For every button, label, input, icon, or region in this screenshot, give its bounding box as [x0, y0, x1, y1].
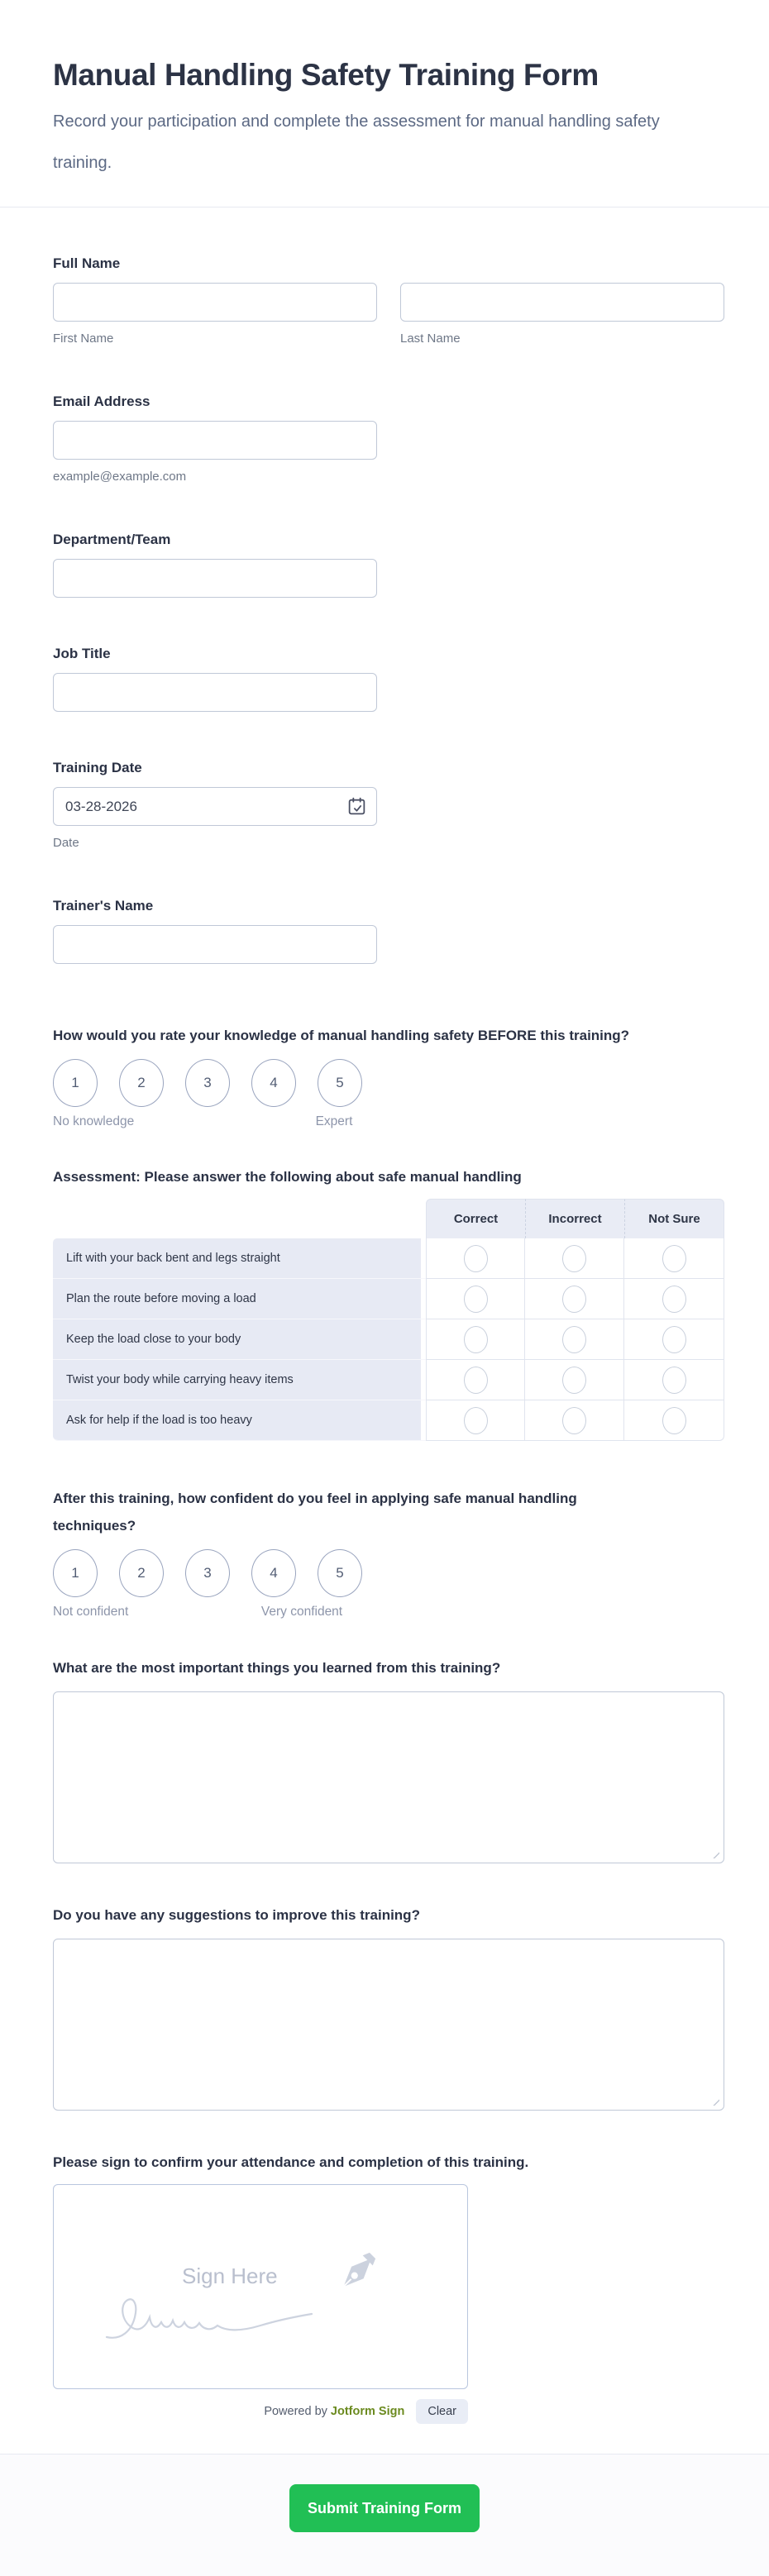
row-label-text: Twist your body while carrying heavy items [66, 1373, 294, 1386]
rating-option-3[interactable]: 3 [185, 1549, 230, 1597]
department-label: Department/Team [53, 532, 171, 547]
first-name-sublabel: First Name [53, 332, 114, 346]
rating-option-5[interactable]: 5 [318, 1549, 362, 1597]
resize-handle-icon[interactable] [710, 1849, 719, 1858]
field-job-title [53, 645, 724, 712]
rating-after-right-label: Very confident [260, 1605, 343, 1619]
assessment-heading: Assessment: Please answer the following about safe manual handling [53, 1169, 522, 1185]
rating-after-question [53, 1485, 724, 1620]
rating-option-2[interactable]: 2 [119, 1059, 164, 1107]
column-header-correct: Correct [426, 1199, 525, 1238]
rating-option-2[interactable]: 2 [119, 1549, 164, 1597]
radio-button[interactable] [464, 1326, 488, 1353]
radio-button[interactable] [662, 1326, 686, 1353]
full-name-label: Full Name [53, 255, 121, 271]
learned-label: What are the most important things you learned from this training? [53, 1660, 501, 1676]
calendar-check-icon[interactable] [346, 796, 367, 817]
table-cell [426, 1319, 525, 1360]
table-row-label [53, 1238, 426, 1279]
rating-before-question [53, 1022, 724, 1130]
table-cell [525, 1279, 624, 1319]
radio-button[interactable] [562, 1286, 586, 1313]
last-name-sublabel: Last Name [400, 332, 461, 346]
table-corner-spacer [53, 1199, 426, 1238]
job-title-label: Job Title [53, 646, 111, 661]
table-row-label [53, 1319, 426, 1360]
table-cell [426, 1238, 525, 1279]
table-row-label [53, 1279, 426, 1319]
table-cell [525, 1360, 624, 1400]
rating-option-5[interactable]: 5 [318, 1059, 362, 1107]
rating-before-scale [53, 1059, 724, 1107]
table-cell [426, 1279, 525, 1319]
table-cell [624, 1400, 724, 1441]
signature-section [53, 2149, 724, 2424]
rating-before-right-label: Expert [315, 1114, 353, 1128]
table-cell [525, 1238, 624, 1279]
department-input[interactable] [53, 559, 377, 598]
table-cell [426, 1360, 525, 1400]
jotform-sign-brand: Jotform Sign [330, 2405, 405, 2418]
radio-button[interactable] [464, 1245, 488, 1272]
rating-option-1[interactable]: 1 [53, 1549, 98, 1597]
radio-button[interactable] [562, 1245, 586, 1272]
submit-button[interactable]: Submit Training Form [289, 2484, 480, 2532]
radio-button[interactable] [464, 1407, 488, 1434]
assessment-section [53, 1163, 724, 1441]
submit-section [0, 2454, 769, 2576]
page-title: Manual Handling Safety Training Form [53, 58, 599, 92]
column-header-not-sure: Not Sure [624, 1199, 724, 1238]
job-title-input[interactable] [53, 673, 377, 712]
rating-option-4[interactable]: 4 [251, 1549, 296, 1597]
sign-here-placeholder: Sign Here [182, 2264, 278, 2288]
signature-label: Please sign to confirm your attendance and completion of this training. [53, 2154, 529, 2170]
row-label-text: Ask for help if the load is too heavy [66, 1414, 252, 1427]
suggestions-question [53, 1901, 724, 2111]
table-cell [624, 1360, 724, 1400]
field-training-date [53, 759, 724, 850]
assessment-table [53, 1199, 724, 1441]
radio-button[interactable] [662, 1286, 686, 1313]
training-date-sublabel: Date [53, 836, 79, 850]
rating-after-scale [53, 1549, 724, 1597]
rating-option-3[interactable]: 3 [185, 1059, 230, 1107]
table-row-label [53, 1360, 426, 1400]
signature-pad[interactable] [53, 2184, 468, 2389]
radio-button[interactable] [562, 1326, 586, 1353]
column-header-incorrect: Incorrect [525, 1199, 624, 1238]
radio-button[interactable] [464, 1367, 488, 1394]
row-label-text: Keep the load close to your body [66, 1333, 241, 1346]
learned-textarea[interactable] [53, 1691, 724, 1863]
table-cell [624, 1279, 724, 1319]
table-cell [624, 1238, 724, 1279]
rating-before-label: How would you rate your knowledge of manual handling safety BEFORE this training? [53, 1028, 630, 1043]
learned-question [53, 1654, 724, 1863]
resize-handle-icon[interactable] [710, 2097, 719, 2106]
radio-button[interactable] [662, 1367, 686, 1394]
last-name-input[interactable] [400, 283, 724, 322]
radio-button[interactable] [464, 1286, 488, 1313]
field-trainer-name [53, 897, 724, 964]
suggestions-label: Do you have any suggestions to improve this training? [53, 1907, 420, 1923]
trainer-name-label: Trainer's Name [53, 898, 154, 914]
clear-signature-button[interactable]: Clear [416, 2399, 468, 2424]
rating-option-1[interactable]: 1 [53, 1059, 98, 1107]
row-label-text: Plan the route before moving a load [66, 1292, 256, 1305]
first-name-input[interactable] [53, 283, 377, 322]
table-cell [426, 1400, 525, 1441]
form-body [0, 255, 769, 2439]
pen-nib-icon [331, 2249, 379, 2297]
rating-option-4[interactable]: 4 [251, 1059, 296, 1107]
table-cell [525, 1400, 624, 1441]
field-full-name [53, 255, 724, 346]
page-subtitle: Record your participation and complete the assessment for manual handling safety training. [53, 112, 660, 172]
training-date-label: Training Date [53, 760, 142, 775]
table-row-label [53, 1400, 426, 1441]
email-sublabel: example@example.com [53, 470, 187, 484]
trainer-name-input[interactable] [53, 925, 377, 964]
rating-after-label: After this training, how confident do you feel in applying safe manual handling techniques? [53, 1491, 577, 1534]
field-department [53, 531, 724, 598]
field-email [53, 393, 724, 484]
table-cell [525, 1319, 624, 1360]
training-date-input[interactable] [53, 787, 377, 826]
rating-before-left-label: No knowledge [53, 1114, 135, 1128]
table-cell [624, 1319, 724, 1360]
email-label: Email Address [53, 394, 150, 409]
radio-button[interactable] [662, 1407, 686, 1434]
signature-squiggle-graphic [103, 2283, 322, 2349]
radio-button[interactable] [562, 1367, 586, 1394]
rating-after-left-label: Not confident [53, 1605, 129, 1619]
radio-button[interactable] [562, 1407, 586, 1434]
signature-footer [53, 2399, 468, 2424]
powered-by-text: Powered by Jotform Sign [264, 2405, 405, 2418]
radio-button[interactable] [662, 1245, 686, 1272]
suggestions-textarea[interactable] [53, 1939, 724, 2111]
email-field[interactable] [53, 421, 377, 460]
row-label-text: Lift with your back bent and legs straight [66, 1252, 280, 1265]
form-header [0, 0, 769, 208]
